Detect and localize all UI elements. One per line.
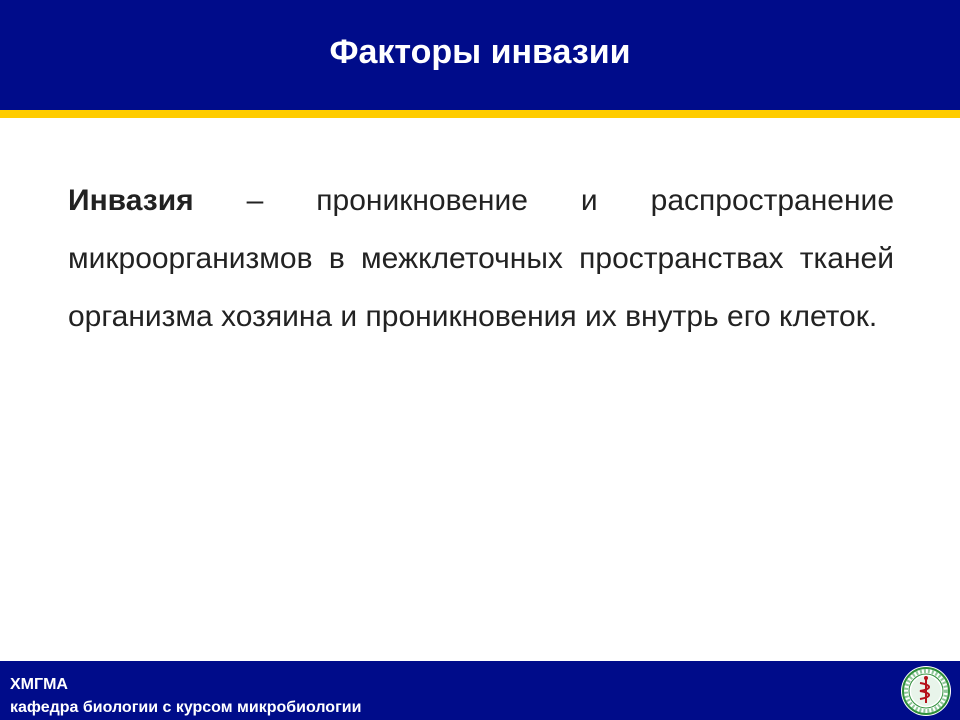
slide-header (0, 0, 960, 110)
header-accent-stripe (0, 110, 960, 118)
slide-footer (0, 661, 960, 720)
definition-paragraph (68, 172, 894, 346)
medical-academy-emblem-icon (900, 665, 952, 717)
definition-text: – проникновение и распространение микроорганизмов в межклеточных пространствах тканей организма хозяина и проникновения их внутрь его клеток. (68, 184, 894, 333)
slide-title: Факторы инвазии (329, 33, 631, 71)
definition-term: Инвазия (68, 184, 194, 217)
footer-institution: ХМГМА (10, 676, 68, 693)
footer-department: кафедра биологии с курсом микробиологии (10, 699, 362, 716)
